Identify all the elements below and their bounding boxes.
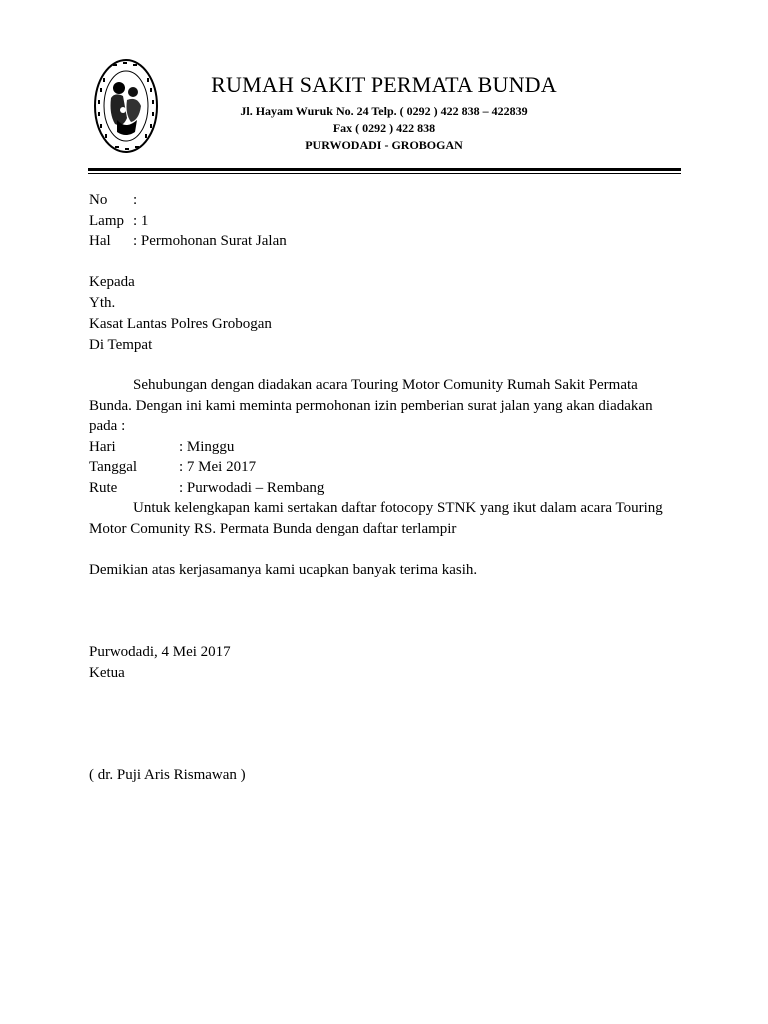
closing-sentence: Demikian atas kerjasamanya kami ucapkan banyak terima kasih. — [89, 562, 478, 578]
body-paragraph2-line1: Untuk kelengkapan kami sertakan daftar fotocopy STNK yang ikut dalam acara Touring — [133, 500, 663, 516]
meta-hal — [89, 233, 287, 250]
hari-value: : Minggu — [179, 439, 235, 455]
tanggal-value: : 7 Mei 2017 — [179, 459, 257, 475]
hospital-fax: Fax ( 0292 ) 422 838 — [332, 121, 436, 135]
body-paragraph1-line2: Bunda. Dengan ini kami meminta permohonan izin pemberian surat jalan yang akan diadakan — [89, 398, 653, 414]
lamp-value: : 1 — [133, 213, 149, 229]
lamp-label: Lamp — [89, 213, 124, 229]
rute-label: Rute — [89, 480, 118, 496]
hal-value: : Permohonan Surat Jalan — [133, 233, 287, 249]
body-paragraph1-line3: pada : — [89, 418, 126, 434]
detail-tanggal — [89, 459, 256, 476]
meta-no — [89, 192, 137, 209]
recipient-kepada: Kepada — [89, 274, 135, 290]
header-divider-thick — [88, 168, 681, 171]
hal-label: Hal — [89, 233, 111, 249]
no-value: : — [133, 192, 138, 208]
body-paragraph1-line1: Sehubungan dengan diadakan acara Touring Motor Comunity Rumah Sakit Permata — [133, 377, 638, 393]
signature-name: ( dr. Puji Aris Rismawan ) — [89, 767, 246, 783]
signature-role: Ketua — [89, 665, 125, 681]
hospital-logo — [93, 58, 159, 154]
recipient-name: Kasat Lantas Polres Grobogan — [89, 316, 272, 332]
recipient-place: Di Tempat — [89, 337, 153, 353]
header-divider-thin — [88, 173, 681, 174]
rute-value: : Purwodadi – Rembang — [179, 480, 325, 496]
hospital-city: PURWODADI - GROBOGAN — [305, 138, 463, 152]
hospital-name: RUMAH SAKIT PERMATA BUNDA — [211, 72, 557, 97]
detail-rute — [89, 480, 324, 497]
signature-place-date: Purwodadi, 4 Mei 2017 — [89, 644, 231, 660]
recipient-yth: Yth. — [89, 295, 116, 311]
meta-lamp — [89, 213, 148, 230]
tanggal-label: Tanggal — [89, 459, 138, 475]
detail-hari — [89, 439, 234, 456]
hari-label: Hari — [89, 439, 116, 455]
body-paragraph2-line2: Motor Comunity RS. Permata Bunda dengan daftar terlampir — [89, 521, 457, 537]
no-label: No — [89, 192, 108, 208]
hospital-address: Jl. Hayam Wuruk No. 24 Telp. ( 0292 ) 422 838 – 422839 — [240, 104, 528, 118]
